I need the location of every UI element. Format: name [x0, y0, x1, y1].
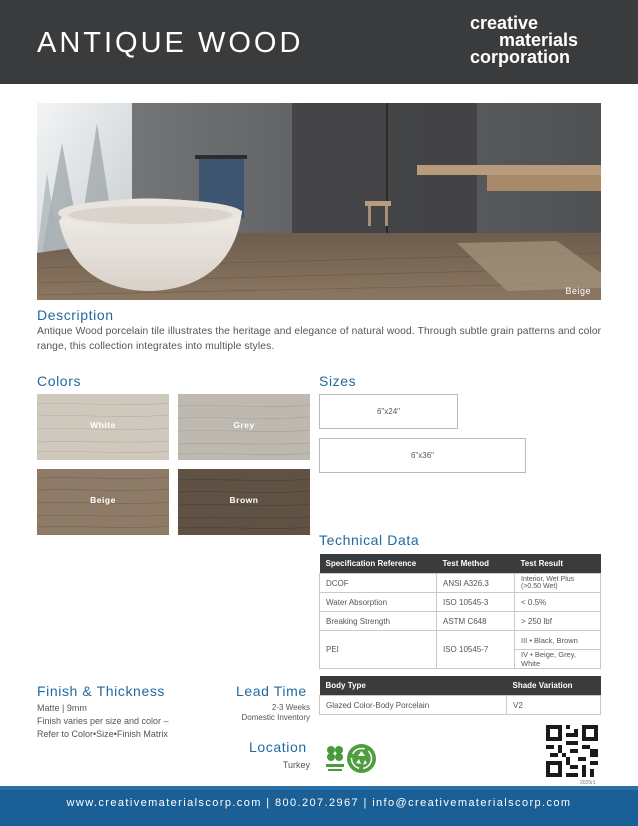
location-value: Turkey	[282, 760, 310, 770]
table-row	[320, 612, 601, 631]
color-label-grey: Grey	[233, 420, 255, 430]
document-number: 2025r1	[580, 780, 596, 786]
finish-line-1: Matte | 9mm	[37, 703, 87, 713]
location-heading: Location	[249, 739, 307, 755]
table-cell: ISO 10545-7	[437, 631, 515, 669]
finish-line-3: Refer to Color•Size•Finish Matrix	[37, 729, 168, 739]
logo-line-3: corporation	[470, 47, 571, 67]
column-header: Body Type	[320, 676, 507, 696]
column-header: Test Method	[437, 554, 515, 574]
table-row	[320, 593, 601, 612]
footer-contact: www.creativematerialscorp.com | 800.207.2967 | info@creativematerialscorp.com	[66, 797, 572, 809]
table-header-row	[320, 554, 601, 574]
table-cell: < 0.5%	[515, 593, 601, 612]
column-header: Test Result	[515, 554, 601, 574]
logo-line-2: materials	[499, 30, 579, 50]
hero-image	[37, 103, 601, 300]
size-6x36: 6"x36"	[319, 438, 526, 473]
technical-table	[319, 554, 601, 669]
table-cell: ISO 10545-3	[437, 593, 515, 612]
table-cell: Water Absorption	[320, 593, 437, 612]
table-cell: III • Black, Brown	[515, 631, 601, 650]
color-label-brown: Brown	[229, 495, 259, 505]
color-swatch-brown	[178, 469, 310, 535]
ceramics-certification-icon	[325, 744, 345, 779]
table-row	[320, 696, 601, 715]
table-cell: PEI	[320, 631, 437, 669]
finish-heading: Finish & Thickness	[37, 683, 166, 699]
lead-time-line-1: 2-3 Weeks	[271, 703, 310, 712]
body-type-table	[319, 676, 601, 715]
description-text: Antique Wood porcelain tile illustrates the heritage and elegance of natural wood. Through subtle grain patterns and color range, this collection integrates into multiple styles.	[37, 326, 602, 352]
company-logo	[470, 14, 600, 68]
header-bar	[0, 0, 638, 84]
color-swatch-beige	[37, 469, 169, 535]
recycle-icon	[346, 743, 377, 779]
lead-time-heading: Lead Time	[236, 683, 307, 699]
lead-time-line-2: Domestic Inventory	[241, 713, 310, 722]
color-swatch-grey	[178, 394, 310, 460]
table-cell: IV • Beige, Grey, White	[515, 650, 601, 669]
finish-line-2: Finish varies per size and color –	[37, 716, 169, 726]
qr-code[interactable]	[546, 725, 598, 777]
table-cell: V2	[507, 696, 601, 715]
table-row	[320, 574, 601, 593]
color-label-white: White	[90, 420, 116, 430]
column-header: Shade Variation	[507, 676, 601, 696]
table-cell: ASTM C648	[437, 612, 515, 631]
table-cell: Glazed Color-Body Porcelain	[320, 696, 507, 715]
table-cell: > 250 lbf	[515, 612, 601, 631]
table-cell: Interior, Wet Plus (>0.50 Wet)	[515, 574, 601, 593]
description-heading: Description	[37, 307, 114, 323]
logo-line-1: creative	[470, 13, 539, 33]
color-label-beige: Beige	[90, 495, 116, 505]
colors-heading: Colors	[37, 373, 82, 389]
table-cell: Breaking Strength	[320, 612, 437, 631]
table-cell: ANSI A326.3	[437, 574, 515, 593]
table-header-row	[320, 676, 601, 696]
table-cell: DCOF	[320, 574, 437, 593]
sizes-heading: Sizes	[319, 373, 357, 389]
technical-heading: Technical Data	[319, 532, 420, 548]
page-title: ANTIQUE WOOD	[37, 27, 304, 59]
color-swatch-white	[37, 394, 169, 460]
size-6x24: 6"x24"	[319, 394, 458, 429]
table-row	[320, 631, 601, 650]
hero-caption: Beige	[565, 286, 591, 296]
column-header: Specification Reference	[320, 554, 437, 574]
